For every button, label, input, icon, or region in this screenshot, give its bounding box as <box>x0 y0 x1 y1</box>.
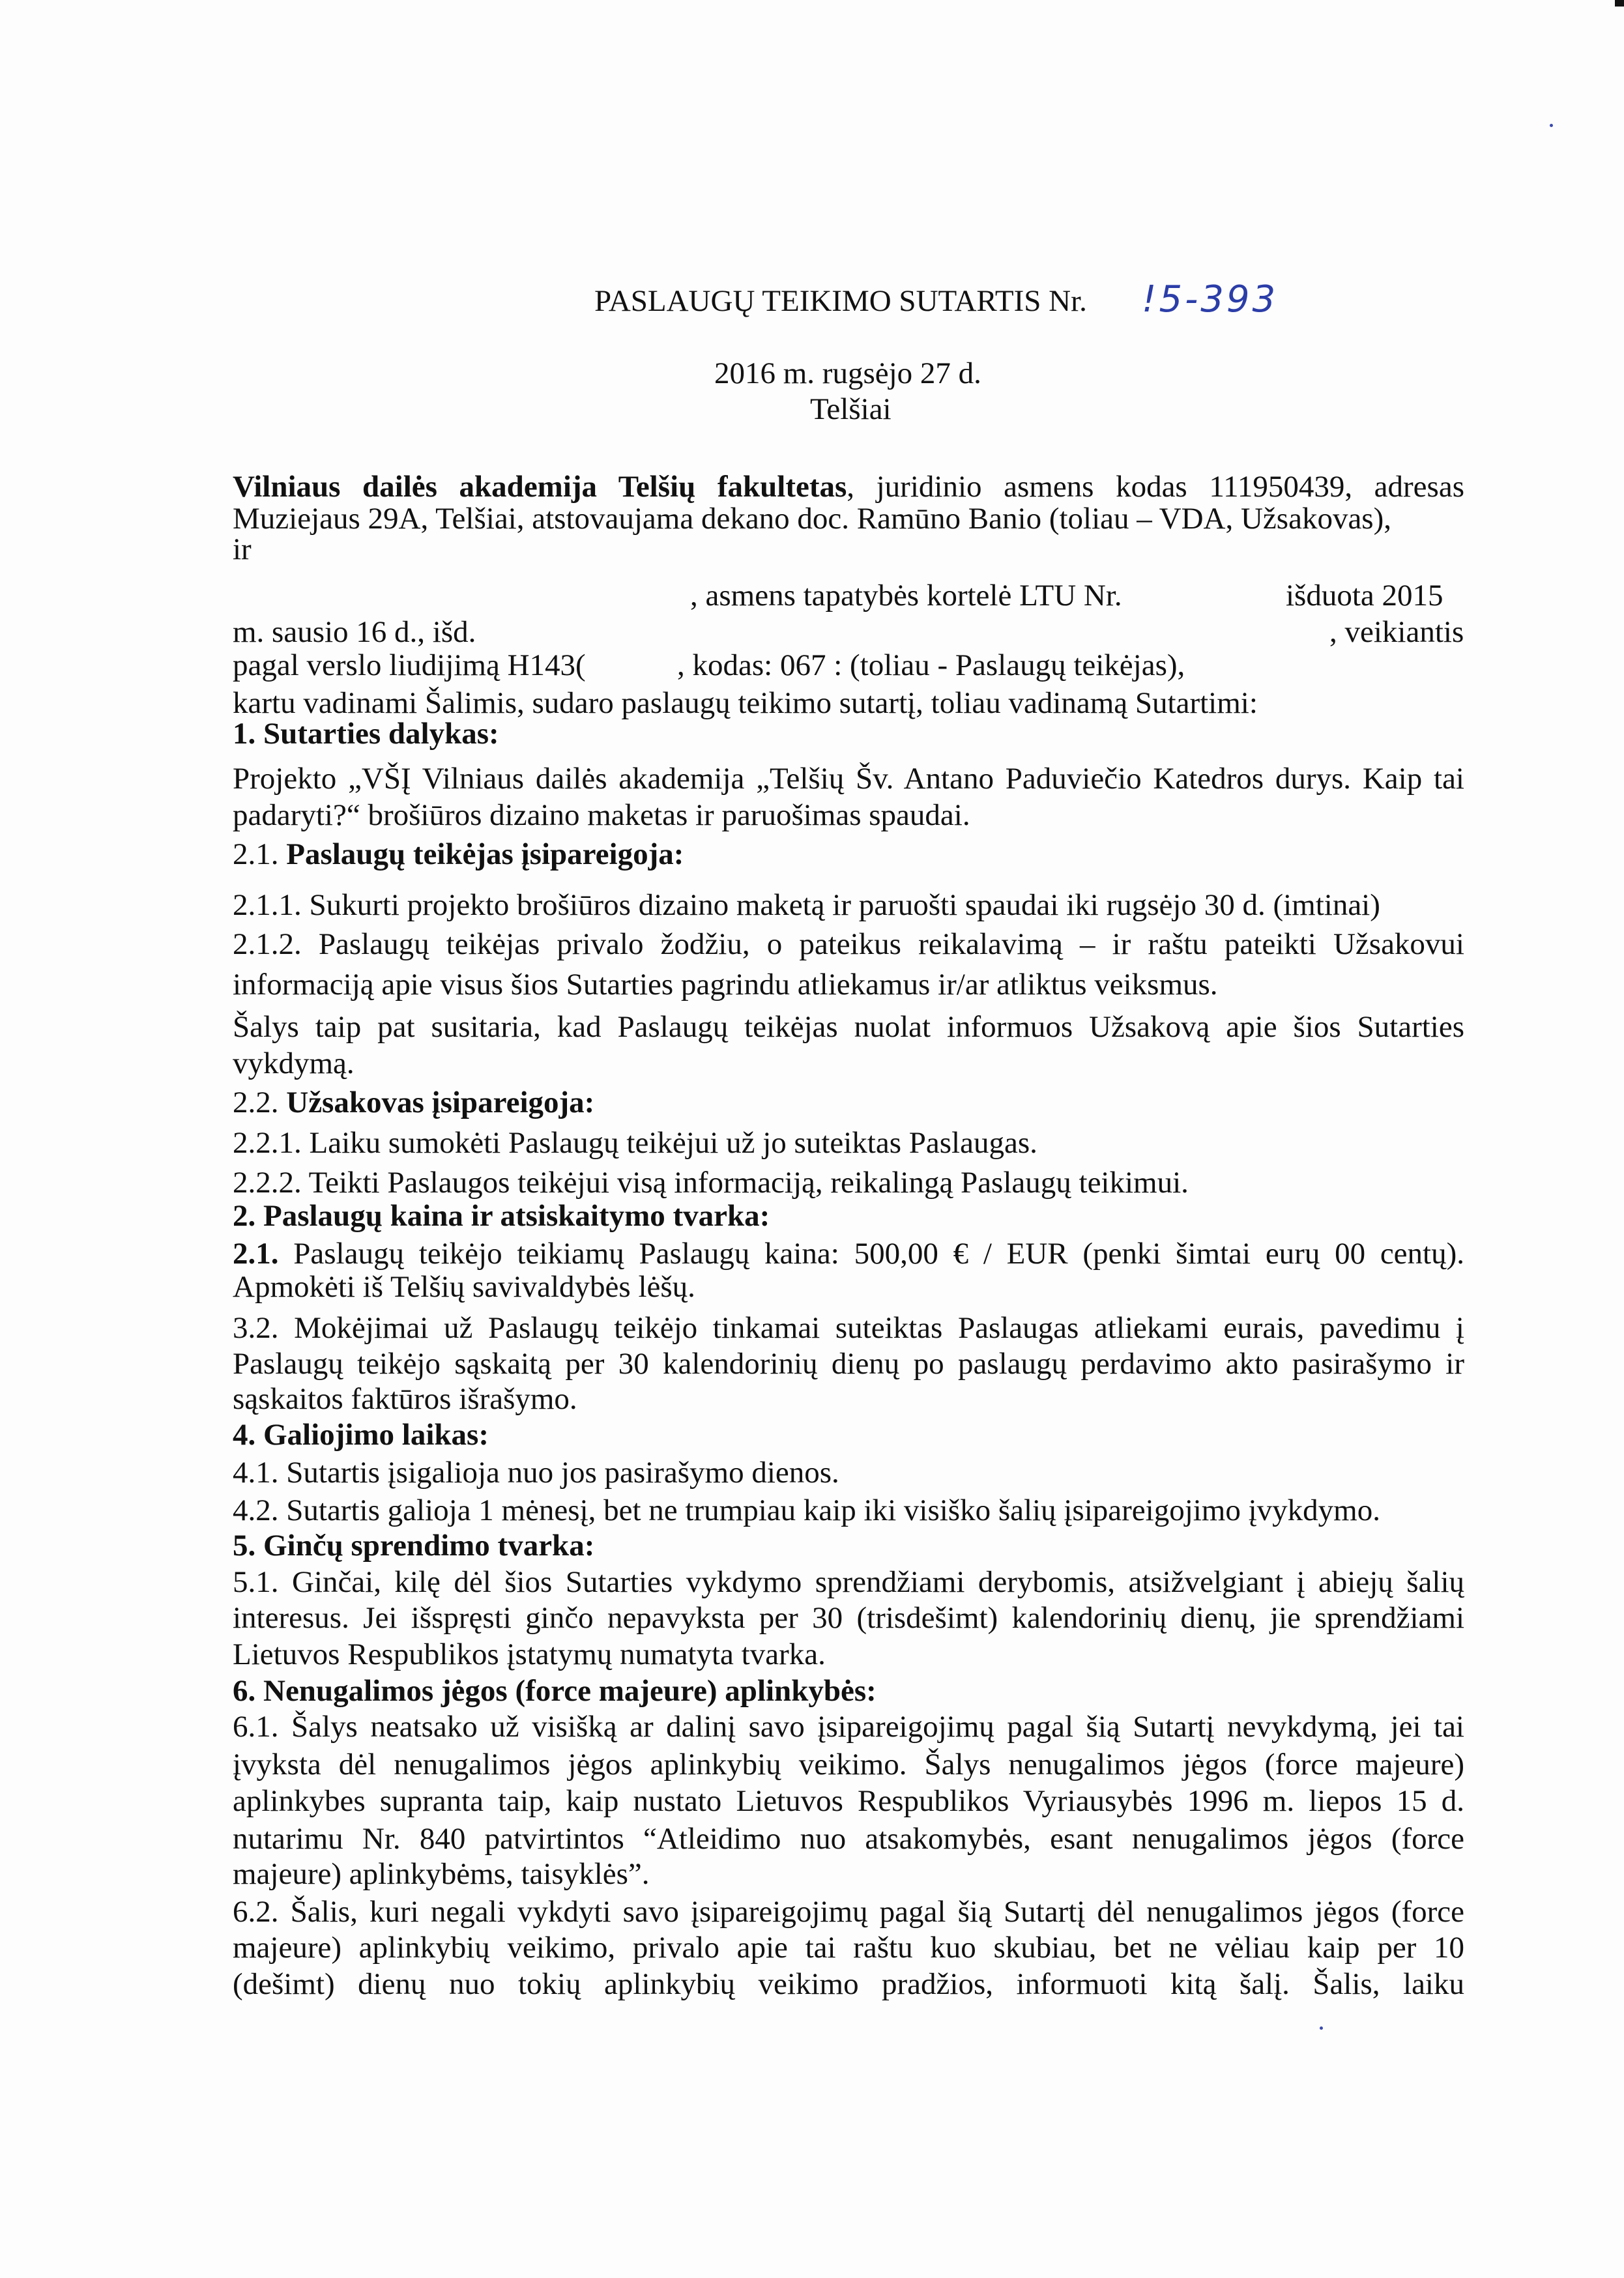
bold-text-segment: 6. Nenugalimos jėgos (force majeure) aplinkybės: <box>233 1674 877 1708</box>
text-segment: 2.2. <box>233 1086 287 1119</box>
text-line <box>233 1965 1464 2004</box>
bold-text-segment: 2. Paslaugų kaina ir atsiskaitymo tvarka: <box>233 1199 770 1233</box>
text-segment: pagal verslo liudijimą H143( <box>233 648 586 682</box>
bold-text-segment: Paslaugų teikėjas įsipareigoja: <box>286 837 684 871</box>
text-segment: 2.2.2. Teikti Paslaugos teikėjui visą informaciją, reikalingą Paslaugų teikimui. <box>233 1166 1189 1200</box>
text-segment: sąskaitos faktūros išrašymo. <box>233 1382 577 1416</box>
text-line <box>233 1819 1464 1858</box>
text-line <box>233 1598 1464 1637</box>
text-line <box>233 1707 1464 1746</box>
handwritten-contract-number: !5-393 <box>1142 278 1279 321</box>
text-segment: , juridinio asmens kodas 111950439, adresas <box>847 470 1464 504</box>
text-segment: , asmens tapatybės kortelė LTU Nr. <box>690 579 1122 613</box>
text-line <box>233 1379 1464 1419</box>
text-segment: 6.1. Šalys neatsako už visišką ar dalinį savo įsipareigojimų pagal šią Sutartį nevykdymą, jei tai <box>233 1710 1464 1744</box>
text-segment: ir <box>233 532 252 566</box>
text-segment: kartu vadinami Šalimis, sudaro paslaugų teikimo sutartį, toliau vadinamą Sutartimi: <box>233 686 1258 720</box>
text-line <box>233 835 1464 874</box>
text-segment: Paslaugų teikėjo sąskaitą per 30 kalendorinių dienų po paslaugų perdavimo akto pasirašymo ir <box>233 1347 1464 1381</box>
text-segment: išduota 2015 <box>1286 579 1443 613</box>
text-line <box>233 1563 1464 1602</box>
text-segment: 5.1. Ginčai, kilę dėl šios Sutarties vykdymo sprendžiami derybomis, atsižvelgiant į abiejų šalių <box>233 1565 1464 1599</box>
text-line <box>233 1308 1464 1348</box>
text-line <box>233 1123 1464 1162</box>
text-segment: 2.1.2. Paslaugų teikėjas privalo žodžiu, o pateikus reikalavimą – ir raštu pateikti Užsakovui <box>233 927 1464 961</box>
text-segment: Paslaugų teikėjo teikiamų Paslaugų kaina: 500,00 € / EUR (penki šimtai eurų 00 centų). <box>278 1237 1464 1271</box>
text-segment: padaryti?“ brošiūros dizaino maketas ir paruošimas spaudai. <box>233 798 970 832</box>
text-line <box>233 1671 1464 1710</box>
text-segment: Lietuvos Respublikos įstatymų numatyta tvarka. <box>233 1637 826 1671</box>
text-line <box>233 1044 1464 1083</box>
contract-place: Telšiai <box>810 392 892 426</box>
text-line <box>233 1196 1464 1235</box>
text-line <box>233 1453 1464 1492</box>
text-segment: aplinkybes supranta taip, kaip nustato Lietuvos Respublikos Vyriausybės 1996 m. liepos 15 d. <box>233 1784 1464 1818</box>
bold-text-segment: 1. Sutarties dalykas: <box>233 717 499 751</box>
text-segment: majeure) aplinkybėms, taisyklės”. <box>233 1857 650 1891</box>
contract-date: 2016 m. rugsėjo 27 d. <box>714 356 981 390</box>
text-line <box>233 530 1464 569</box>
text-line <box>233 1267 1464 1306</box>
bold-text-segment: 2.1. <box>233 1237 279 1271</box>
text-line <box>233 796 1464 835</box>
text-line <box>233 1083 1464 1122</box>
bold-text-segment: Užsakovas įsipareigoja: <box>286 1086 595 1119</box>
text-line <box>233 1491 1464 1530</box>
text-segment: majeure) aplinkybių veikimo, privalo apie tai raštu kuo skubiau, bet ne vėliau kaip per 10 <box>233 1931 1464 1965</box>
contract-title: PASLAUGŲ TEIKIMO SUTARTIS Nr. <box>594 284 1087 318</box>
scan-edge-mark <box>1615 0 1624 7</box>
text-segment: nutarimu Nr. 840 patvirtintos “Atleidimo nuo atsakomybės, esant nenugalimos jėgos (force <box>233 1822 1464 1856</box>
text-segment: informaciją apie visus šios Sutarties pagrindu atliekamus ir/ar atliktus veiksmus. <box>233 968 1218 1002</box>
text-line <box>233 1745 1464 1784</box>
text-segment: Projekto „VŠĮ Vilniaus dailės akademija „Telšių Šv. Antano Paduviečio Katedros durys. Kaip tai <box>233 762 1464 796</box>
ink-speck <box>1320 2026 1323 2030</box>
text-line <box>233 1781 1464 1821</box>
text-line <box>233 1007 1464 1046</box>
text-line <box>233 965 1464 1004</box>
text-segment: interesus. Jei išspręsti ginčo nepavyksta per 30 (trisdešimt) kalendorinių dienų, jie sprendžiami <box>233 1601 1464 1635</box>
text-line <box>233 1854 1464 1894</box>
text-line <box>233 886 1464 925</box>
text-segment: 3.2. Mokėjimai už Paslaugų teikėjo tinkamai suteiktas Paslaugas atliekami eurais, pavedimu į <box>233 1311 1464 1345</box>
text-segment: , kodas: 067 : (toliau - Paslaugų teikėjas), <box>677 648 1185 682</box>
text-segment: (dešimt) dienų nuo tokių aplinkybių veikimo pradžios, informuoti kitą šalį. Šalis, laiku <box>233 1967 1464 2001</box>
text-line <box>233 1928 1464 1967</box>
text-segment: 4.2. Sutartis galioja 1 mėnesį, bet ne trumpiau kaip iki visiško šalių įsipareigojimo įvykdymo. <box>233 1493 1380 1527</box>
text-segment: 4.1. Sutartis įsigalioja nuo jos pasirašymo dienos. <box>233 1456 839 1490</box>
text-segment: Šalys taip pat susitaria, kad Paslaugų teikėjas nuolat informuos Užsakovą apie šios Sutarties <box>233 1010 1464 1044</box>
text-segment: 6.2. Šalis, kuri negali vykdyti savo įsipareigojimų pagal šią Sutartį dėl nenugalimos jėgos (force <box>233 1895 1464 1929</box>
text-segment: Muziejaus 29A, Telšiai, atstovaujama dekano doc. Ramūno Banio (toliau – VDA, Užsakovas), <box>233 502 1391 536</box>
text-segment: vykdymą. <box>233 1046 355 1080</box>
text-line <box>233 1415 1464 1454</box>
text-segment: , veikiantis <box>1329 615 1464 649</box>
text-segment: 2.1. <box>233 837 287 871</box>
text-segment: m. sausio 16 d., išd. <box>233 615 476 649</box>
text-line <box>233 1344 1464 1383</box>
text-segment: įvyksta dėl nenugalimos jėgos aplinkybių veikimo. Šalys nenugalimos jėgos (force majeure) <box>233 1748 1464 1781</box>
text-line <box>233 1526 1464 1565</box>
ink-speck <box>1550 124 1553 127</box>
bold-text-segment: 5. Ginčų sprendimo tvarka: <box>233 1529 595 1563</box>
text-segment: 2.2.1. Laiku sumokėti Paslaugų teikėjui už jo suteiktas Paslaugas. <box>233 1126 1037 1160</box>
text-line <box>233 1635 1464 1674</box>
text-segment: 2.1.1. Sukurti projekto brošiūros dizaino maketą ir paruošti spaudai iki rugsėjo 30 d. (imtinai) <box>233 888 1380 922</box>
text-line <box>233 1892 1464 1931</box>
bold-text-segment: 4. Galiojimo laikas: <box>233 1418 489 1452</box>
text-line <box>233 714 1464 753</box>
text-line <box>233 925 1464 964</box>
bold-text-segment: Vilniaus dailės akademija Telšių fakultetas <box>233 470 847 504</box>
text-line <box>233 759 1464 798</box>
text-segment: Apmokėti iš Telšių savivaldybės lėšų. <box>233 1270 695 1304</box>
